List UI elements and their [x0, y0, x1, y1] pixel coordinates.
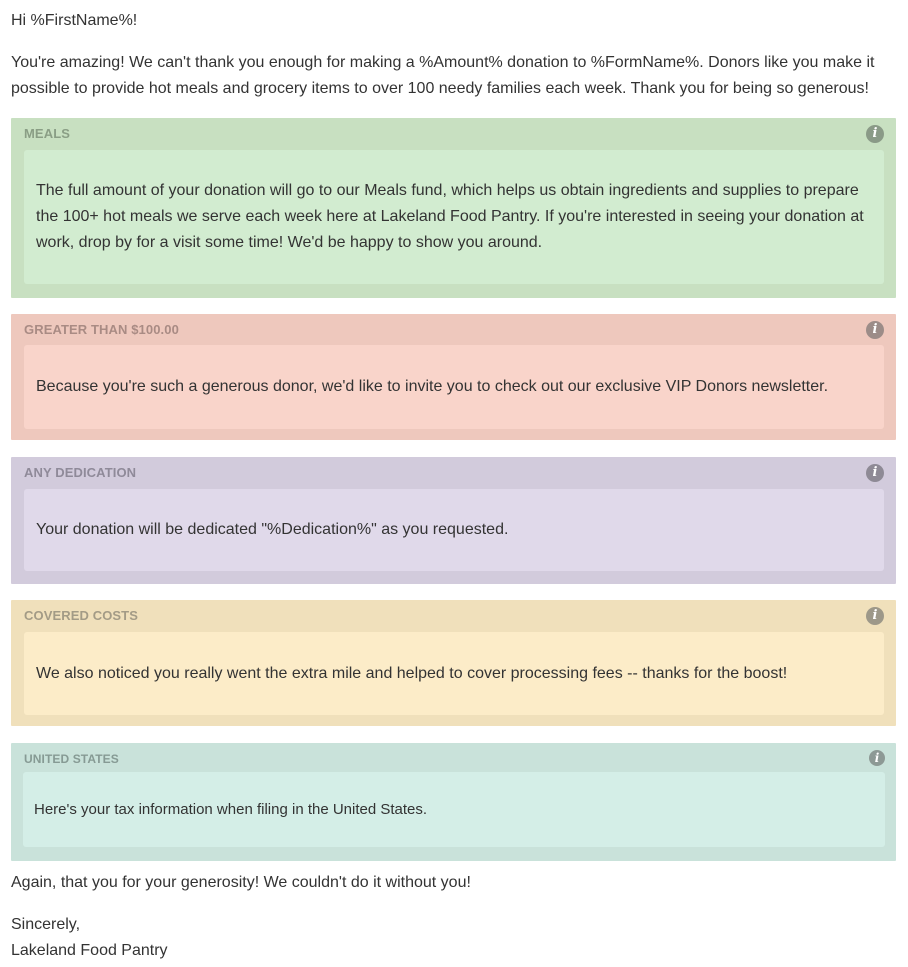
block-content [24, 489, 884, 571]
conditional-block-covered-costs [11, 600, 896, 726]
intro-paragraph: You're amazing! We can't thank you enough for making a %Amount% donation to %FormName%. Donors like you make it possible to provide hot meals and grocery items to over 100 needy families each week. Thank you for being so generous! [11, 54, 875, 97]
block-label: UNITED STATES [24, 752, 119, 766]
block-content [24, 345, 884, 429]
info-icon[interactable]: i [869, 750, 885, 766]
greeting-line: Hi %FirstName%! [11, 12, 138, 29]
info-icon[interactable]: i [866, 321, 884, 339]
info-icon[interactable]: i [866, 464, 884, 482]
signature-line: Lakeland Food Pantry [11, 942, 168, 959]
block-content [24, 632, 884, 715]
block-content [24, 150, 884, 284]
block-content [23, 772, 885, 847]
info-icon[interactable]: i [866, 125, 884, 143]
block-label: ANY DEDICATION [24, 465, 137, 480]
conditional-block-greater-than-amount [11, 314, 896, 440]
conditional-block-dedication [11, 457, 896, 584]
block-body-text: Here's your tax information when filing in the United States. [34, 800, 428, 818]
info-icon[interactable]: i [866, 607, 884, 625]
block-label: GREATER THAN $100.00 [24, 322, 179, 337]
conditional-block-united-states [11, 743, 896, 861]
conditional-block-meals [11, 118, 896, 298]
block-body-text: The full amount of your donation will go to our Meals fund, which helps us obtain ingredients and supplies to prepare the 100+ hot meals we serve each week here at Lakeland Food Pantry. If you're interested in seeing your donation at work, drop by for a visit some time! We'd be happy to show you around. [36, 182, 864, 251]
block-body-text: Because you're such a generous donor, we'd like to invite you to check out our exclusive VIP Donors newsletter. [36, 378, 829, 395]
block-label: COVERED COSTS [24, 608, 138, 623]
block-body-text: Your donation will be dedicated "%Dedication%" as you requested. [36, 521, 509, 538]
block-body-text: We also noticed you really went the extra mile and helped to cover processing fees -- thanks for the boost! [36, 664, 788, 682]
signoff-line: Sincerely, [11, 916, 81, 933]
block-label: MEALS [24, 126, 70, 141]
closing-line: Again, that you for your generosity! We couldn't do it without you! [11, 874, 471, 891]
